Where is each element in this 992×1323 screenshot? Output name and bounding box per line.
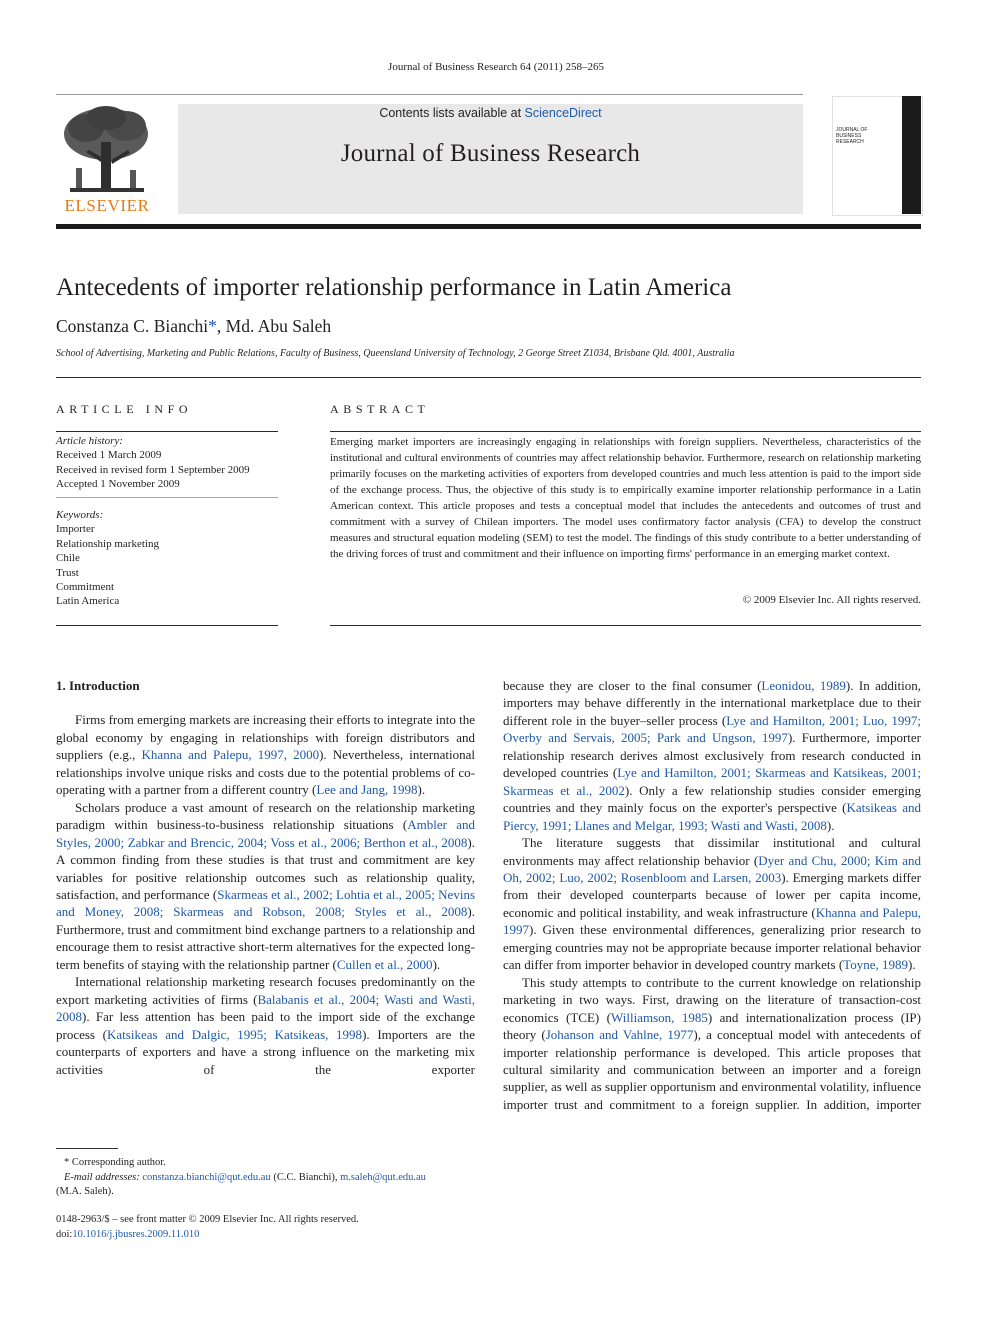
paragraph-text: Scholars produce a vast amount of research on the relationship marketing paradigm within business-to-business relationship situations ( <box>56 799 475 833</box>
citation-link[interactable]: Leonidou, 1989 <box>761 678 846 693</box>
corresponding-author-note: * Corresponding author. <box>64 1157 166 1168</box>
history-received: Received 1 March 2009 <box>56 449 162 462</box>
paragraph-text: ). <box>417 782 426 798</box>
paragraph <box>503 677 921 834</box>
keyword-item: Commitment <box>56 581 115 594</box>
history-accepted: Accepted 1 November 2009 <box>56 478 180 491</box>
paragraph-text: ) and internationalization process (IP) theory ( <box>503 1009 921 1043</box>
paragraph-text: This study attempts to contribute to the current knowledge on relationship marketing in two ways. First, drawing on the literature of transaction-cost economics (TCE) ( <box>503 974 921 1025</box>
paragraph-text: because they are closer to the final consumer ( <box>503 678 762 693</box>
citation-link[interactable]: Toyne, 1989 <box>843 957 908 973</box>
paragraph-text: ). Importers are the counterparts of exporters and have a strong influence on the marketing mix activities of the exporter <box>56 1026 475 1077</box>
divider <box>330 431 921 432</box>
journal-citation: Journal of Business Research 64 (2011) 258–265 <box>388 61 604 73</box>
paragraph-text: ). Emerging markets differ from their developed counterparts because of lower per capita income, economic and political instability, and weak infrastructure ( <box>503 869 921 920</box>
divider <box>56 377 921 378</box>
citation-link[interactable]: Williamson, 1985 <box>611 1009 708 1025</box>
paragraph-text: ). In addition, importers may behave differently in the international marketplace due to their different role in the buyer–seller process ( <box>503 678 922 728</box>
paragraph <box>503 834 921 974</box>
divider <box>56 625 278 626</box>
email-owner: (C.C. Bianchi), <box>270 1171 341 1183</box>
paragraph-text: Firms from emerging markets are increasing their efforts to integrate into the global economy by engaging in relationships with foreign distributors and suppliers (e.g., <box>56 712 475 763</box>
paragraph-text: ). Given these environmental differences, generalizing prior research to emerging countries may not be appropriate because importer relational behavior can differ from importer behavior in developed country markets ( <box>503 922 921 973</box>
citation-link[interactable]: Lye and Hamilton, 2001; Luo, 1997; Overby and Servais, 2005; Park and Ungson, 1997 <box>503 712 921 746</box>
paragraph-text: The literature suggests that dissimilar institutional and cultural environments may affect relationship behavior ( <box>503 835 921 868</box>
citation-link[interactable]: Dyer and Chu, 2000; Kim and Oh, 2002; Luo, 2002; Rosenbloom and Larsen, 2003 <box>503 852 921 885</box>
paragraph-text: ). <box>826 817 835 833</box>
keywords-label: Keywords: <box>56 509 104 521</box>
sciencedirect-link[interactable]: ScienceDirect <box>524 106 602 120</box>
header-top-line <box>56 94 803 95</box>
citation-link[interactable]: Balabanis et al., 2004; Wasti and Wasti, 2008 <box>56 991 475 1025</box>
citation-link[interactable]: Johanson and Vahlne, 1977 <box>545 1027 694 1043</box>
paragraph-text: ). Only a few relationship studies consider emerging countries and they mainly focus on the exporter's perspective ( <box>503 782 921 816</box>
body-column-left <box>56 677 475 1078</box>
history-revised: Received in revised form 1 September 2009 <box>56 463 250 476</box>
paragraph-text: International relationship marketing research focuses predominantly on the export marketing activities of firms ( <box>56 974 475 1007</box>
body-column-right <box>503 677 921 1113</box>
keyword-item: Importer <box>56 523 95 536</box>
paragraph <box>56 711 475 798</box>
elsevier-wordmark: ELSEVIER <box>64 196 150 215</box>
abstract-text: Emerging market importers are increasingly engaging in relationships with foreign suppliers. Nevertheless, characteristics of the institutional and cultural environments of countries may affect relationship behavior. Furthermore, research on relationship marketing primarily focuses on the marketing activities of exporters from developed countries and much less attention is paid to the import side of the exchange process. Thus, the objective of this study is to empirically examine importer relationship performance in a Latin American context. This article proposes and tests a conceptual model that includes the antecedents and outcomes of trust and commitment with a survey of Chilean importers. The model uses confirmatory factor analysis (CFA) to develop the construct measures and structural equation modeling (SEM) to test the model. The findings of this study contribute to a better understanding of the driving forces of trust and commitment and their influence on importing firms' performance in an emerging market context. <box>330 436 921 560</box>
page-footer <box>56 1213 476 1242</box>
corresponding-author-star[interactable]: * <box>208 316 217 336</box>
journal-name: Journal of Business Research <box>340 140 641 167</box>
paragraph-text: ). Far less attention has been paid to the import side of the exchange process ( <box>56 1009 475 1042</box>
keyword-item: Chile <box>56 552 80 565</box>
abstract-copyright: © 2009 Elsevier Inc. All rights reserved. <box>742 594 921 606</box>
keyword-item: Trust <box>56 566 79 579</box>
keyword-item: Latin America <box>56 595 120 608</box>
email-line <box>56 1171 476 1186</box>
author-saleh[interactable]: , Md. Abu Saleh <box>216 316 332 336</box>
affiliation: School of Advertising, Marketing and Public Relations, Faculty of Business, Queensland University of Technology, 2 George Street Z1034, Brisbane Qld. 4001, Australia <box>56 348 735 359</box>
issn-line: 0148-2963/$ – see front matter © 2009 Elsevier Inc. All rights reserved. <box>56 1214 359 1225</box>
footnotes <box>56 1156 476 1200</box>
citation-link[interactable]: Ambler and Styles, 2000; Zabkar and Brencic, 2004; Voss et al., 2006; Berthon et al., 2008 <box>56 817 475 850</box>
email-owner: (M.A. Saleh). <box>56 1186 114 1197</box>
paragraph-text: ), a conceptual model with antecedents of importer relationship performance is developed. This article proposes that cultural similarity and communication between an importer and a foreign supplier, as well as supplier opportunism and environmental volatility, influence importer trust and commitment to a foreign supplier. In addition, importer <box>503 1027 921 1112</box>
citation-link[interactable]: Khanna and Palepu, 1997 <box>503 904 921 938</box>
citation-link[interactable]: Khanna and Palepu, 1997, 2000 <box>141 747 320 763</box>
keywords <box>56 508 278 609</box>
citation-link[interactable]: Katsikeas and Piercy, 1991; Llanes and Melgar, 1993; Wasti and Wasti, 2008 <box>503 800 921 833</box>
citation-link[interactable]: Lee and Jang, 1998 <box>316 782 418 798</box>
article-title: Antecedents of importer relationship performance in Latin America <box>56 274 732 301</box>
authors <box>56 316 331 337</box>
paragraph-text: ). Nevertheless, international relationships involve unique risks and costs due to the potential problems of co-operating with a partner from a different country ( <box>56 747 475 798</box>
citation-link[interactable]: Skarmeas et al., 2002; Lohtia et al., 2005; Nevins and Money, 2008; Skarmeas and Robson, 2008; Styles et al., 2008 <box>56 886 475 920</box>
doi-line <box>56 1228 476 1243</box>
abstract-heading: ABSTRACT <box>330 402 430 416</box>
citation-link[interactable]: Cullen et al., 2000 <box>336 956 433 972</box>
divider <box>56 431 278 432</box>
paragraph-text: ). <box>432 956 441 972</box>
citation-link[interactable]: Lye and Hamilton, 2001; Skarmeas and Katsikeas, 2001; Skarmeas et al., 2002 <box>503 765 921 798</box>
author-bianchi[interactable]: Constanza C. Bianchi <box>56 316 209 336</box>
email-link-saleh[interactable]: m.saleh@qut.edu.au <box>340 1171 426 1183</box>
header-thick-rule <box>56 224 921 229</box>
keyword-item: Relationship marketing <box>56 537 159 550</box>
doi-link[interactable]: 10.1016/j.jbusres.2009.11.010 <box>72 1228 200 1240</box>
citation-link[interactable]: Katsikeas and Dalgic, 1995; Katsikeas, 1998 <box>107 1026 363 1042</box>
footnote-rule <box>56 1148 118 1149</box>
email-label: E-mail addresses: <box>64 1171 143 1183</box>
article-info-heading: ARTICLE INFO <box>56 402 193 416</box>
doi-prefix: doi: <box>56 1228 73 1240</box>
paragraph-text: ). Furthermore, importer relationship research derives almost exclusively from research conducted in developed countries ( <box>503 730 922 781</box>
contents-line <box>178 106 803 120</box>
section-heading-introduction: 1. Introduction <box>56 678 140 693</box>
paragraph-text: ). Furthermore, trust and commitment bind exchange partners to a relationship and encourage them to resist attractive short-term alternatives for the expected long-term benefits of staying with the relationship partner ( <box>56 904 475 972</box>
paragraph-text: ). A common finding from these studies is that trust and commitment are key variables for positive relationship outcomes such as relationship quality, satisfaction, and performance ( <box>56 834 475 902</box>
cover-dark-strip <box>902 96 921 214</box>
contents-prefix: Contents lists available at <box>379 106 525 120</box>
paragraph-text: ). <box>907 957 916 973</box>
article-history <box>56 434 278 492</box>
email-link-bianchi[interactable]: constanza.bianchi@qut.edu.au <box>142 1171 271 1183</box>
divider <box>56 497 278 498</box>
cover-title: JOURNAL OF BUSINESS RESEARCH <box>836 127 868 145</box>
history-label: Article history: <box>56 435 123 447</box>
divider <box>330 625 921 626</box>
paragraph <box>56 973 475 1078</box>
paragraph <box>56 799 475 974</box>
paragraph <box>503 974 921 1114</box>
